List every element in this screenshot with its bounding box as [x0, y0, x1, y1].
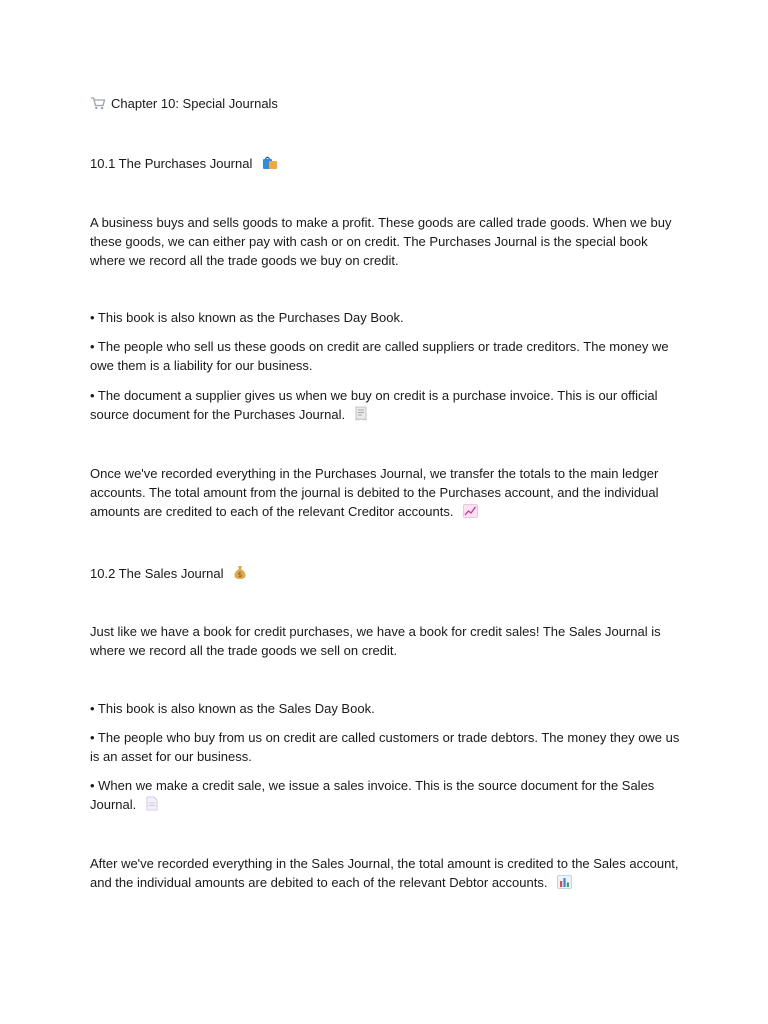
chapter-title: Chapter 10: Special Journals — [111, 96, 278, 111]
page-icon — [146, 796, 158, 816]
section-1-bullet-1: • This book is also known as the Purchases Day Book. — [90, 310, 404, 325]
money-bag-icon — [233, 565, 247, 585]
section-2-closing: After we've recorded everything in the Sales Journal, the total amount is credited to the Sales account, and the individual amounts are debited to each of the relevant Debtor accounts. — [90, 856, 679, 890]
section-1-heading: 10.1 The Purchases Journal — [90, 156, 253, 171]
section-2-intro: Just like we have a book for credit purchases, we have a book for credit sales! The Sales Journal is where we record all the trade goods we sell on credit. — [90, 624, 661, 658]
section-1-heading-line — [90, 154, 680, 175]
section-2-bullet-1: • This book is also known as the Sales Day Book. — [90, 701, 375, 716]
section-2-bullet-3-block — [90, 776, 680, 816]
bar-chart-icon — [557, 875, 572, 894]
receipt-icon — [355, 406, 367, 426]
shopping-bags-icon — [262, 155, 278, 175]
svg-text:$: $ — [237, 571, 243, 579]
section-1-closing-block — [90, 464, 680, 523]
section-1-bullet-3: • The document a supplier gives us when we buy on credit is a purchase invoice. This is our official source document for the Purchases Journal. — [90, 388, 658, 422]
chart-increasing-icon — [463, 504, 478, 523]
section-1-bullet-3-block — [90, 386, 680, 426]
section-1-bullet-2: • The people who sell us these goods on credit are called suppliers or trade creditors. The money we owe them is a liability for our business. — [90, 339, 669, 373]
shopping-cart-icon — [90, 96, 106, 115]
section-2-closing-block — [90, 854, 680, 894]
section-1-intro: A business buys and sells goods to make a profit. These goods are called trade goods. When we buy these goods, we can either pay with cash or on credit. The Purchases Journal is the special book where we record all the trade goods we buy on credit. — [90, 215, 672, 268]
chapter-title-line — [90, 94, 680, 115]
section-1-closing: Once we've recorded everything in the Purchases Journal, we transfer the totals to the main ledger accounts. The total amount from the journal is debited to the Purchases account, and the individual amounts are credited to each of the relevant Creditor accounts. — [90, 466, 659, 519]
section-2-heading: 10.2 The Sales Journal — [90, 566, 224, 581]
section-2-heading-line — [90, 564, 680, 585]
section-2-bullet-2: • The people who buy from us on credit are called customers or trade debtors. The money they owe us is an asset for our business. — [90, 730, 680, 764]
section-2-bullet-3: • When we make a credit sale, we issue a sales invoice. This is the source document for the Sales Journal. — [90, 778, 655, 812]
